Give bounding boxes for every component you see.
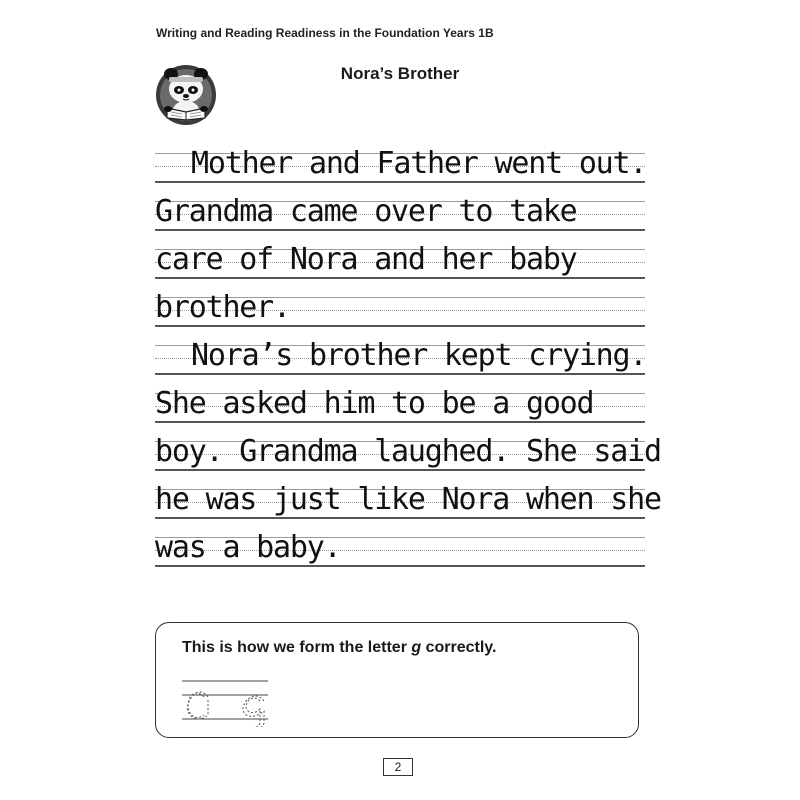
- writing-line: [155, 530, 645, 582]
- writing-line: [155, 242, 645, 294]
- writing-line: [155, 386, 645, 438]
- page-number: 2: [383, 758, 413, 776]
- writing-line-text: brother.: [155, 290, 290, 325]
- handwriting-passage: [155, 146, 661, 582]
- writing-line: [155, 434, 661, 486]
- story-title: [0, 64, 800, 84]
- caption-after: correctly.: [421, 639, 497, 656]
- caption-before: This is how we form the letter: [182, 639, 412, 656]
- letter-formation-caption: [182, 639, 496, 657]
- caption-letter: g: [411, 639, 422, 656]
- writing-line-text: he was just like Nora when she: [155, 482, 661, 517]
- writing-line-text: Nora’s brother kept crying.: [191, 338, 647, 373]
- writing-line: [155, 290, 645, 342]
- writing-line: [155, 146, 647, 198]
- writing-line: [155, 194, 645, 246]
- writing-line-text: Grandma came over to take: [155, 194, 577, 229]
- writing-line-text: was a baby.: [155, 530, 341, 565]
- writing-line-text: Mother and Father went out.: [191, 146, 647, 181]
- writing-line-text: care of Nora and her baby: [155, 242, 577, 277]
- book-series-header: Writing and Reading Readiness in the Foundation Years 1B: [156, 26, 494, 40]
- writing-line: [155, 482, 661, 534]
- writing-line-text: She asked him to be a good: [155, 386, 594, 421]
- writing-line: [155, 338, 647, 390]
- writing-line-text: boy. Grandma laughed. She said: [155, 434, 661, 469]
- letter-g-tracing-guide: [182, 677, 270, 727]
- letter-formation-box: [155, 622, 639, 738]
- story-title-text: Nora’s Brother: [340, 64, 460, 83]
